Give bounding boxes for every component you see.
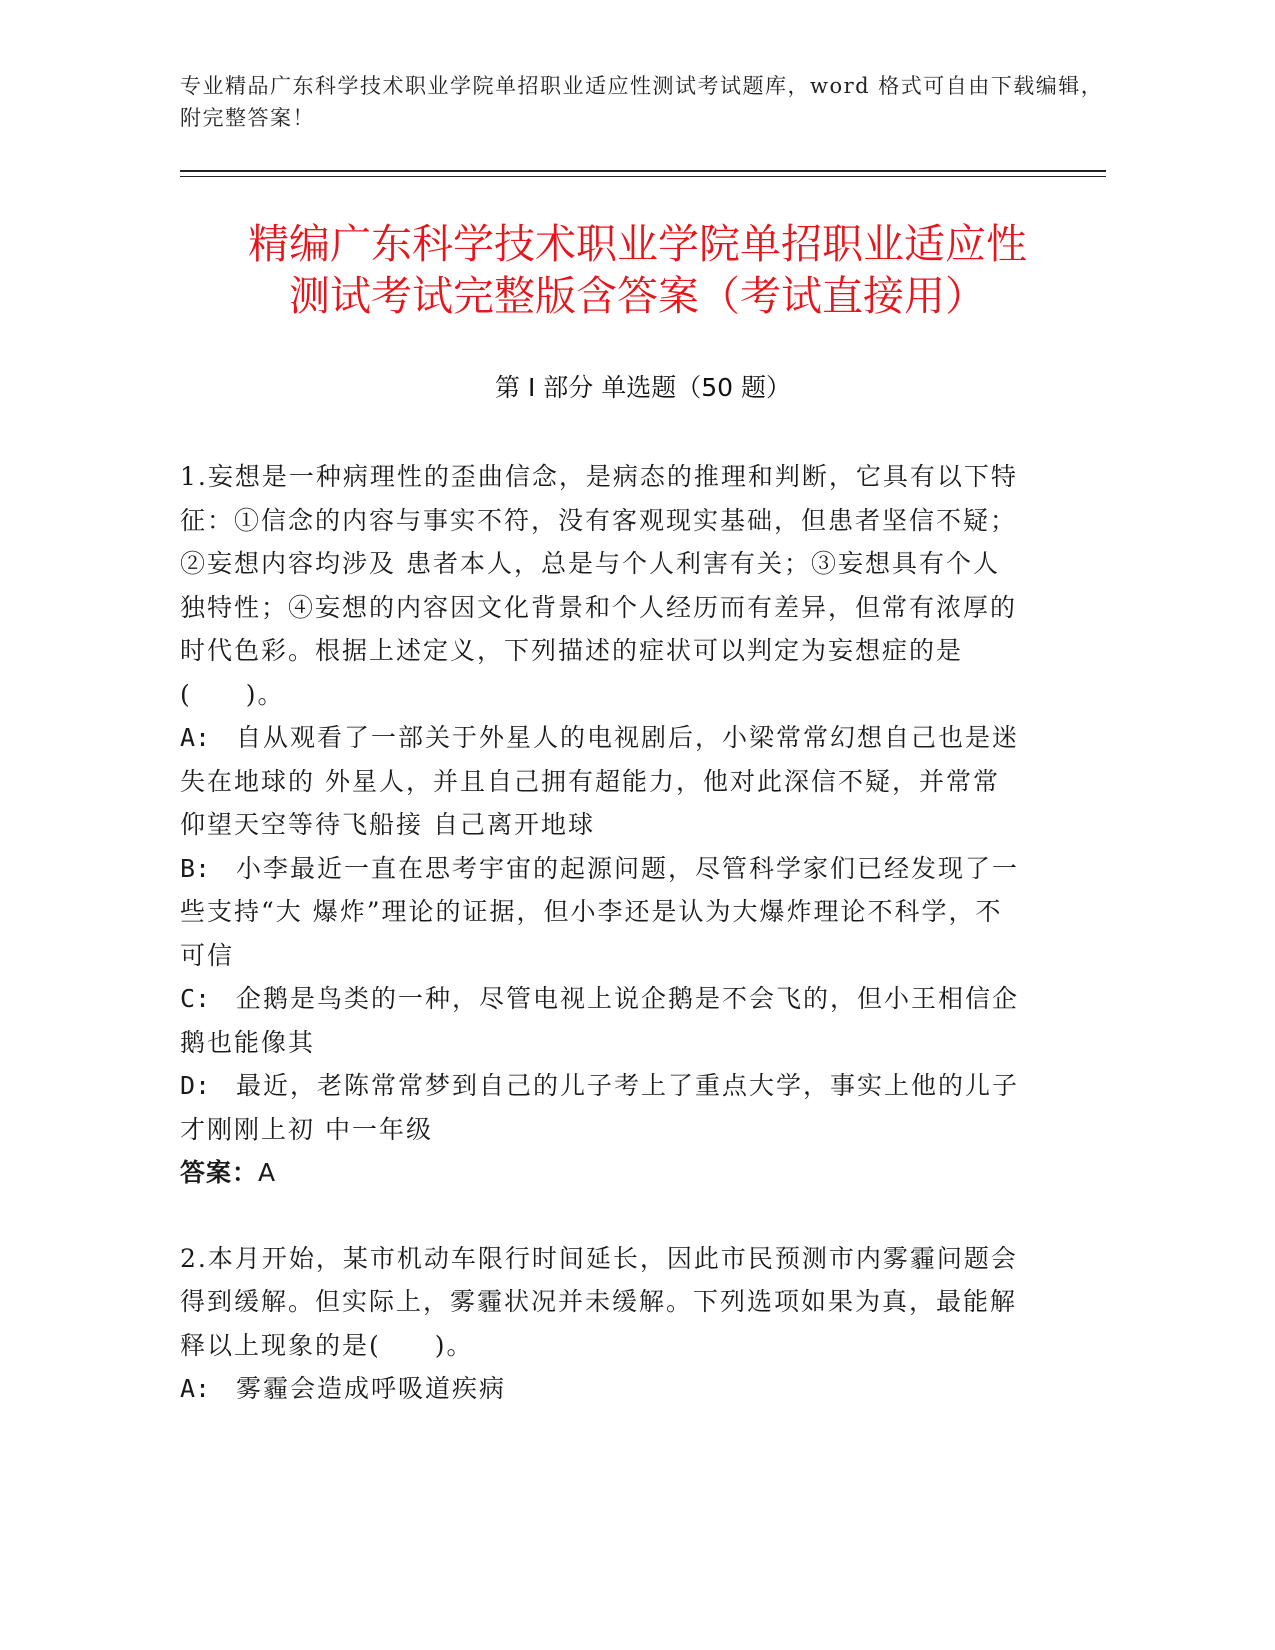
- header-divider: [180, 170, 1106, 172]
- option-d: [180, 1064, 1025, 1151]
- question-1: [180, 455, 1025, 1195]
- option-text: 自从观看了一部关于外星人的电视剧后，小梁常常幻想自己也是迷失在地球的 外星人，并且自己拥有超能力，他对此深信不疑，并常常仰望天空等待飞船接 自己离开地球: [180, 723, 1020, 839]
- header-note: 专业精品广东科学技术职业学院单招职业适应性测试考试题库，word 格式可自由下载编辑，附完整答案！: [180, 74, 1104, 130]
- option-key: C:: [180, 984, 211, 1013]
- option-b: [180, 847, 1025, 978]
- option-key: A:: [180, 1374, 211, 1403]
- option-text: 最近，老陈常常梦到自己的儿子考上了重点大学，事实上他的儿子才刚刚上初 中一年级: [180, 1071, 1020, 1144]
- question-stem: 1.妄想是一种病理性的歪曲信念，是病态的推理和判断，它具有以下特征：①信念的内容与事实不符，没有客观现实基础，但患者坚信不疑；②妄想内容均涉及 患者本人，总是与个人利害有关；③妄想具有个人独特性；④妄想的内容因文化背景和个人经历而有差异，但常有浓厚的时代色彩。根据上述定义，下列描述的症状可以判定为妄想症的是( )。: [180, 462, 1018, 709]
- answer-label: 答案：: [180, 1158, 259, 1187]
- option-text: 雾霾会造成呼吸道疾病: [236, 1374, 507, 1403]
- question-2: [180, 1237, 1025, 1411]
- option-c: [180, 977, 1025, 1064]
- option-text: 小李最近一直在思考宇宙的起源问题，尽管科学家们已经发现了一些支持“大 爆炸”理论的证据，但小李还是认为大爆炸理论不科学，不可信: [180, 853, 1020, 970]
- option-a: [180, 716, 1025, 847]
- document-title: [160, 218, 1115, 322]
- option-key: A:: [180, 723, 211, 752]
- option-key: D:: [180, 1071, 211, 1100]
- section-heading: 第 I 部分 单选题（50 题）: [495, 373, 791, 402]
- option-key: B:: [180, 853, 211, 883]
- question-stem: 2.本月开始，某市机动车限行时间延长，因此市民预测市内雾霾问题会得到缓解。但实际上，雾霾状况并未缓解。下列选项如果为真，最能解释以上现象的是( )。: [180, 1243, 1018, 1360]
- option-text: 企鹅是鸟类的一种，尽管电视上说企鹅是不会飞的，但小王相信企鹅也能像其: [180, 984, 1020, 1057]
- question-list: [180, 455, 1025, 1411]
- title-line-1: 精编广东科学技术职业学院单招职业适应性: [248, 220, 1027, 268]
- answer-line: [180, 1151, 1025, 1195]
- header-divider-thin: [180, 176, 1106, 177]
- title-line-2: 测试考试完整版含答案（考试直接用）: [289, 272, 986, 320]
- option-a: [180, 1367, 1025, 1411]
- answer-value: A: [258, 1158, 277, 1187]
